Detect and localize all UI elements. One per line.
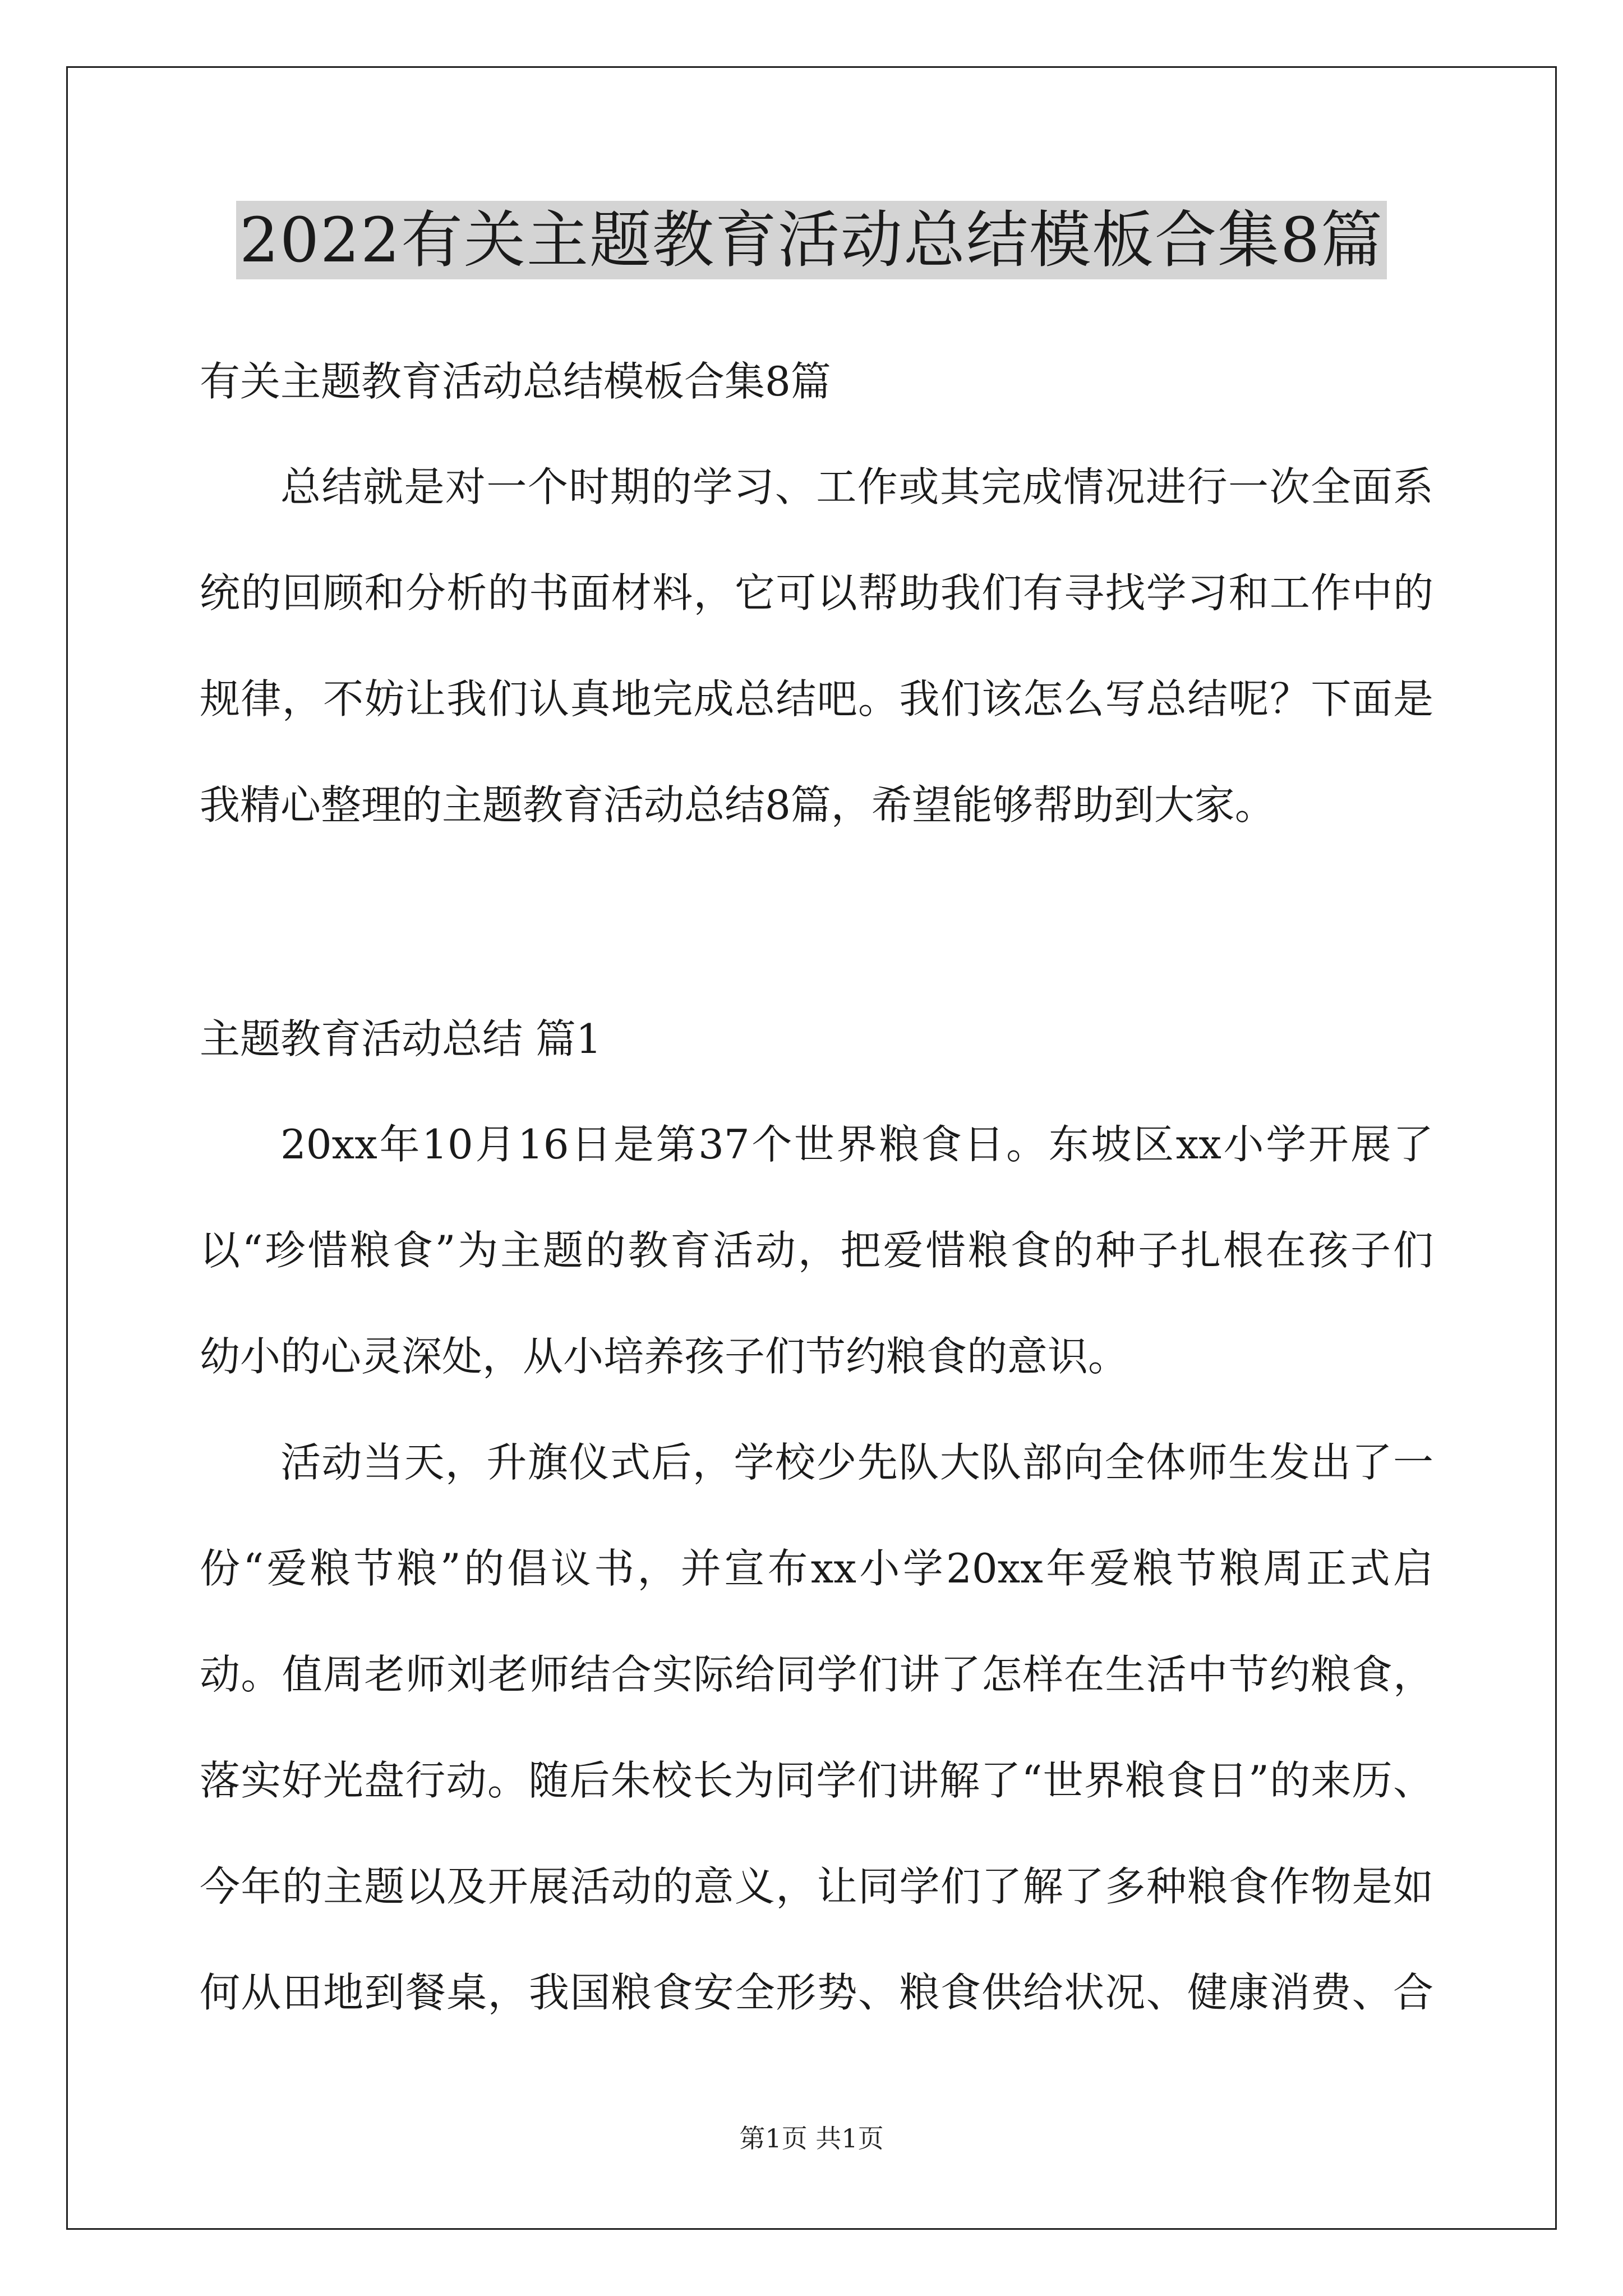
- document-subtitle: 有关主题教育活动总结模板合集8篇: [200, 358, 831, 405]
- paragraph-2-line-4: 落实好光盘行动。随后朱校长为同学们讲解了“世界粮食日”的来历、: [200, 1757, 1433, 1804]
- paragraph-1-line-3: 幼小的心灵深处，从小培养孩子们节约粮食的意识。: [200, 1333, 1129, 1380]
- page-footer: 第1页 共1页: [739, 2123, 884, 2154]
- intro-line-4: 我精心整理的主题教育活动总结8篇，希望能够帮助到大家。: [200, 781, 1275, 829]
- paragraph-2-line-3: 动。值周老师刘老师结合实际给同学们讲了怎样在生活中节约粮食，: [200, 1651, 1433, 1698]
- paragraph-1-line-1: 20xx年10月16日是第37个世界粮食日。东坡区xx小学开展了: [280, 1121, 1433, 1168]
- paragraph-2-line-6: 何从田地到餐桌，我国粮食安全形势、粮食供给状况、健康消费、合: [200, 1969, 1433, 2016]
- document-title: 2022有关主题教育活动总结模板合集8篇: [236, 201, 1387, 279]
- section-heading: 主题教育活动总结 篇1: [200, 1015, 602, 1062]
- paragraph-2-line-5: 今年的主题以及开展活动的意义，让同学们了解了多种粮食作物是如: [200, 1863, 1433, 1910]
- paragraph-1-line-2: 以“珍惜粮食”为主题的教育活动，把爱惜粮食的种子扎根在孩子们: [200, 1227, 1433, 1274]
- intro-line-2: 统的回顾和分析的书面材料，它可以帮助我们有寻找学习和工作中的: [200, 569, 1433, 616]
- intro-line-3: 规律，不妨让我们认真地完成总结吧。我们该怎么写总结呢？下面是: [200, 675, 1433, 723]
- intro-line-1: 总结就是对一个时期的学习、工作或其完成情况进行一次全面系: [280, 463, 1433, 510]
- paragraph-2-line-1: 活动当天，升旗仪式后，学校少先队大队部向全体师生发出了一: [280, 1439, 1433, 1486]
- paragraph-2-line-2: 份“爱粮节粮”的倡议书，并宣布xx小学20xx年爱粮节粮周正式启: [200, 1545, 1433, 1592]
- title-wrap: [0, 201, 1623, 279]
